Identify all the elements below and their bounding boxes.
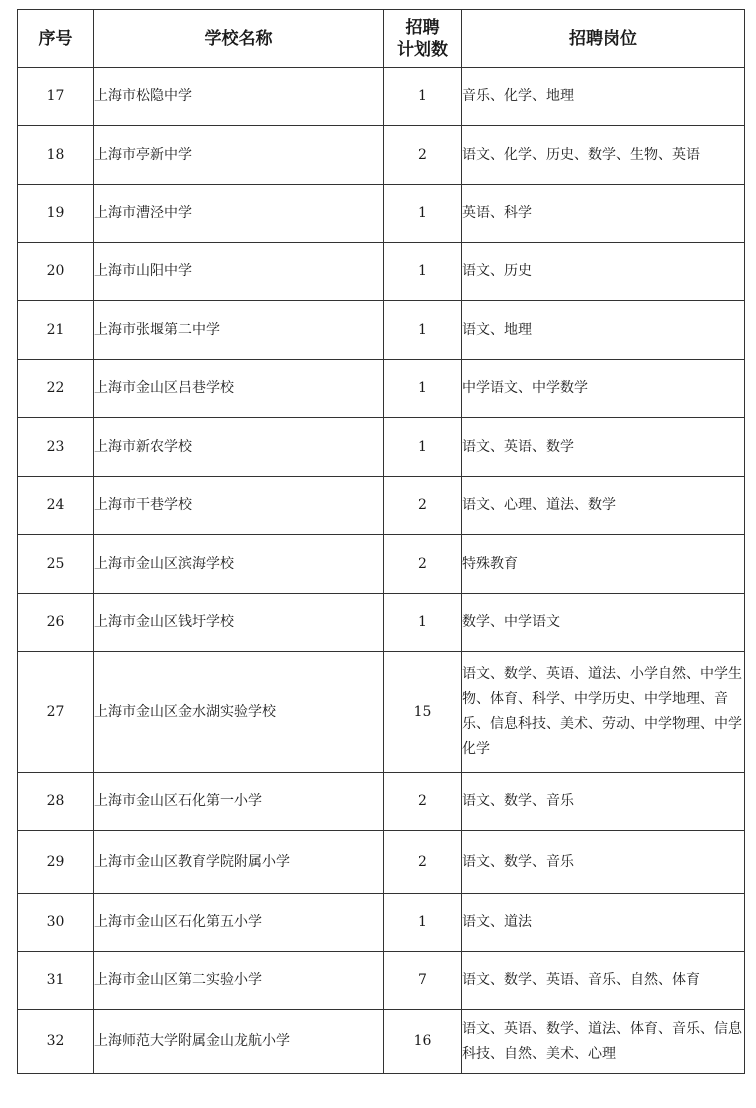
cell-planned-count: 16 xyxy=(384,1010,462,1074)
cell-school-name: 上海市金山区滨海学校 xyxy=(94,535,384,594)
cell-positions: 语文、数学、英语、音乐、自然、体育 xyxy=(462,952,745,1010)
cell-serial-number: 20 xyxy=(18,243,94,301)
table-row xyxy=(18,68,745,126)
cell-school-name: 上海市松隐中学 xyxy=(94,68,384,126)
cell-school-name: 上海市亭新中学 xyxy=(94,126,384,185)
table-row xyxy=(18,477,745,535)
table-row xyxy=(18,301,745,360)
table-row xyxy=(18,360,745,418)
cell-serial-number: 29 xyxy=(18,831,94,894)
cell-school-name: 上海市张堰第二中学 xyxy=(94,301,384,360)
header-planned-count xyxy=(384,10,462,68)
header-school-name: 学校名称 xyxy=(94,10,384,68)
header-serial-number: 序号 xyxy=(18,10,94,68)
cell-positions: 语文、心理、道法、数学 xyxy=(462,477,745,535)
cell-planned-count: 15 xyxy=(384,652,462,773)
table-row xyxy=(18,773,745,831)
table-body xyxy=(18,68,745,1074)
header-positions: 招聘岗位 xyxy=(462,10,745,68)
cell-school-name: 上海市金山区第二实验小学 xyxy=(94,952,384,1010)
cell-serial-number: 32 xyxy=(18,1010,94,1074)
table-row xyxy=(18,185,745,243)
cell-planned-count: 1 xyxy=(384,301,462,360)
cell-serial-number: 24 xyxy=(18,477,94,535)
cell-school-name: 上海市漕泾中学 xyxy=(94,185,384,243)
cell-school-name: 上海市干巷学校 xyxy=(94,477,384,535)
cell-school-name: 上海市金山区石化第一小学 xyxy=(94,773,384,831)
cell-serial-number: 17 xyxy=(18,68,94,126)
cell-school-name: 上海市金山区教育学院附属小学 xyxy=(94,831,384,894)
cell-positions: 数学、中学语文 xyxy=(462,594,745,652)
cell-serial-number: 25 xyxy=(18,535,94,594)
cell-positions: 语文、地理 xyxy=(462,301,745,360)
cell-planned-count: 1 xyxy=(384,68,462,126)
cell-planned-count: 2 xyxy=(384,477,462,535)
table-row xyxy=(18,243,745,301)
header-planned-count-line1: 招聘 xyxy=(405,17,440,38)
table-row xyxy=(18,952,745,1010)
cell-positions: 语文、英语、数学 xyxy=(462,418,745,477)
cell-serial-number: 18 xyxy=(18,126,94,185)
cell-planned-count: 2 xyxy=(384,773,462,831)
cell-serial-number: 19 xyxy=(18,185,94,243)
cell-school-name: 上海市金山区金水湖实验学校 xyxy=(94,652,384,773)
cell-positions: 语文、道法 xyxy=(462,894,745,952)
cell-planned-count: 1 xyxy=(384,360,462,418)
cell-planned-count: 1 xyxy=(384,594,462,652)
table-row xyxy=(18,1010,745,1074)
table-row xyxy=(18,418,745,477)
cell-positions: 语文、数学、英语、道法、小学自然、中学生物、体育、科学、中学历史、中学地理、音乐、信息科技、美术、劳动、中学物理、中学化学 xyxy=(462,652,745,773)
table-row xyxy=(18,894,745,952)
cell-serial-number: 21 xyxy=(18,301,94,360)
cell-serial-number: 22 xyxy=(18,360,94,418)
cell-school-name: 上海市山阳中学 xyxy=(94,243,384,301)
cell-school-name: 上海市金山区石化第五小学 xyxy=(94,894,384,952)
cell-school-name: 上海师范大学附属金山龙航小学 xyxy=(94,1010,384,1074)
table-row xyxy=(18,126,745,185)
cell-school-name: 上海市金山区钱圩学校 xyxy=(94,594,384,652)
header-row xyxy=(18,10,745,68)
cell-planned-count: 2 xyxy=(384,535,462,594)
header-planned-count-line2: 计划数 xyxy=(397,39,448,60)
cell-positions: 语文、英语、数学、道法、体育、音乐、信息科技、自然、美术、心理 xyxy=(462,1010,745,1074)
cell-positions: 语文、数学、音乐 xyxy=(462,773,745,831)
table-row xyxy=(18,652,745,773)
cell-positions: 语文、数学、音乐 xyxy=(462,831,745,894)
table-row xyxy=(18,831,745,894)
cell-planned-count: 2 xyxy=(384,831,462,894)
cell-planned-count: 1 xyxy=(384,185,462,243)
cell-planned-count: 1 xyxy=(384,894,462,952)
cell-planned-count: 1 xyxy=(384,243,462,301)
cell-positions: 特殊教育 xyxy=(462,535,745,594)
cell-planned-count: 1 xyxy=(384,418,462,477)
cell-serial-number: 26 xyxy=(18,594,94,652)
cell-serial-number: 23 xyxy=(18,418,94,477)
cell-positions: 语文、历史 xyxy=(462,243,745,301)
cell-serial-number: 27 xyxy=(18,652,94,773)
table-header xyxy=(18,10,745,68)
cell-planned-count: 2 xyxy=(384,126,462,185)
cell-positions: 中学语文、中学数学 xyxy=(462,360,745,418)
table-row xyxy=(18,594,745,652)
cell-positions: 英语、科学 xyxy=(462,185,745,243)
cell-serial-number: 30 xyxy=(18,894,94,952)
cell-planned-count: 7 xyxy=(384,952,462,1010)
table-row xyxy=(18,535,745,594)
cell-serial-number: 31 xyxy=(18,952,94,1010)
cell-positions: 音乐、化学、地理 xyxy=(462,68,745,126)
cell-school-name: 上海市金山区吕巷学校 xyxy=(94,360,384,418)
recruitment-table xyxy=(17,9,745,1074)
cell-positions: 语文、化学、历史、数学、生物、英语 xyxy=(462,126,745,185)
cell-serial-number: 28 xyxy=(18,773,94,831)
cell-school-name: 上海市新农学校 xyxy=(94,418,384,477)
